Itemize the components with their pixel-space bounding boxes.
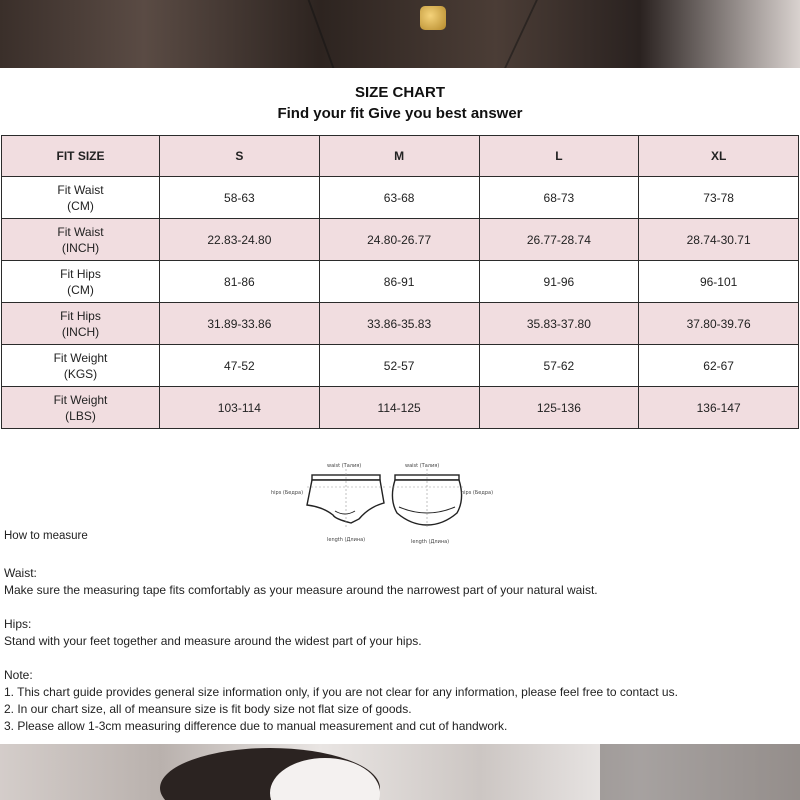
diagram-label: waist (Талия) [327, 463, 362, 469]
table-cell: 62-67 [639, 345, 799, 387]
waist-heading: Waist: [4, 566, 37, 580]
how-to-measure-label: How to measure [4, 530, 88, 542]
table-cell: 37.80-39.76 [639, 303, 799, 345]
table-cell: 35.83-37.80 [479, 303, 639, 345]
table-cell: 114-125 [319, 387, 479, 429]
row-label: Fit Hips (INCH) [2, 303, 160, 345]
table-cell: 103-114 [160, 387, 320, 429]
note-heading: Note: [4, 668, 33, 682]
brief-outline-icon [265, 463, 505, 553]
header-cell: FIT SIZE [2, 136, 160, 177]
diagram-label: waist (Талия) [405, 463, 440, 469]
header-cell: XL [639, 136, 799, 177]
table-cell: 28.74-30.71 [639, 219, 799, 261]
table-cell: 26.77-28.74 [479, 219, 639, 261]
measure-notes [4, 565, 794, 735]
row-label: Fit Hips (CM) [2, 261, 160, 303]
table-cell: 81-86 [160, 261, 320, 303]
header-cell: L [479, 136, 639, 177]
row-label: Fit Waist (INCH) [2, 219, 160, 261]
table-cell: 24.80-26.77 [319, 219, 479, 261]
top-product-photo [0, 0, 800, 68]
page-title: SIZE CHART [355, 84, 445, 101]
chart-header [0, 68, 800, 135]
photo-strap [108, 0, 335, 68]
waist-text: Make sure the measuring tape fits comfortably as your measure around the narrowest part of your natural waist. [4, 583, 598, 597]
table-row [2, 387, 799, 429]
table-row [2, 219, 799, 261]
measurement-diagram [265, 463, 505, 553]
table-header-row [2, 136, 799, 177]
note-item: 2. In our chart size, all of meansure size is fit body size not flat size of goods. [4, 702, 412, 716]
photo-strap [504, 0, 658, 68]
header-cell: S [160, 136, 320, 177]
diagram-label: length (Длина) [411, 539, 450, 545]
size-chart-sheet [0, 68, 800, 744]
table-row [2, 177, 799, 219]
table-cell: 33.86-35.83 [319, 303, 479, 345]
page-subtitle: Find your fit Give you best answer [277, 105, 523, 122]
row-label: Fit Waist (CM) [2, 177, 160, 219]
table-cell: 52-57 [319, 345, 479, 387]
table-row [2, 345, 799, 387]
note-item: 3. Please allow 1-3cm measuring difference due to manual measurement and cut of handwork. [4, 719, 508, 733]
table-cell: 58-63 [160, 177, 320, 219]
table-cell: 125-136 [479, 387, 639, 429]
header-cell: M [319, 136, 479, 177]
hips-heading: Hips: [4, 617, 32, 631]
note-item: 1. This chart guide provides general size information only, if you are not clear for any information, please feel free to contact us. [4, 685, 678, 699]
table-cell: 91-96 [479, 261, 639, 303]
size-table [1, 135, 799, 429]
diagram-label: hips (Бедра) [271, 490, 304, 496]
table-cell: 86-91 [319, 261, 479, 303]
table-cell: 31.89-33.86 [160, 303, 320, 345]
bottom-product-photo [0, 744, 800, 800]
row-label: Fit Weight (KGS) [2, 345, 160, 387]
row-label: Fit Weight (LBS) [2, 387, 160, 429]
table-cell: 73-78 [639, 177, 799, 219]
table-row [2, 261, 799, 303]
photo-shape [600, 744, 800, 800]
table-cell: 96-101 [639, 261, 799, 303]
table-row [2, 303, 799, 345]
table-cell: 22.83-24.80 [160, 219, 320, 261]
table-cell: 136-147 [639, 387, 799, 429]
diagram-label: hips (Бедра) [461, 490, 494, 496]
table-cell: 57-62 [479, 345, 639, 387]
table-cell: 47-52 [160, 345, 320, 387]
table-cell: 68-73 [479, 177, 639, 219]
diagram-label: length (Длина) [327, 537, 366, 543]
photo-gold-ring [420, 6, 446, 30]
hips-text: Stand with your feet together and measure around the widest part of your hips. [4, 634, 422, 648]
table-cell: 63-68 [319, 177, 479, 219]
